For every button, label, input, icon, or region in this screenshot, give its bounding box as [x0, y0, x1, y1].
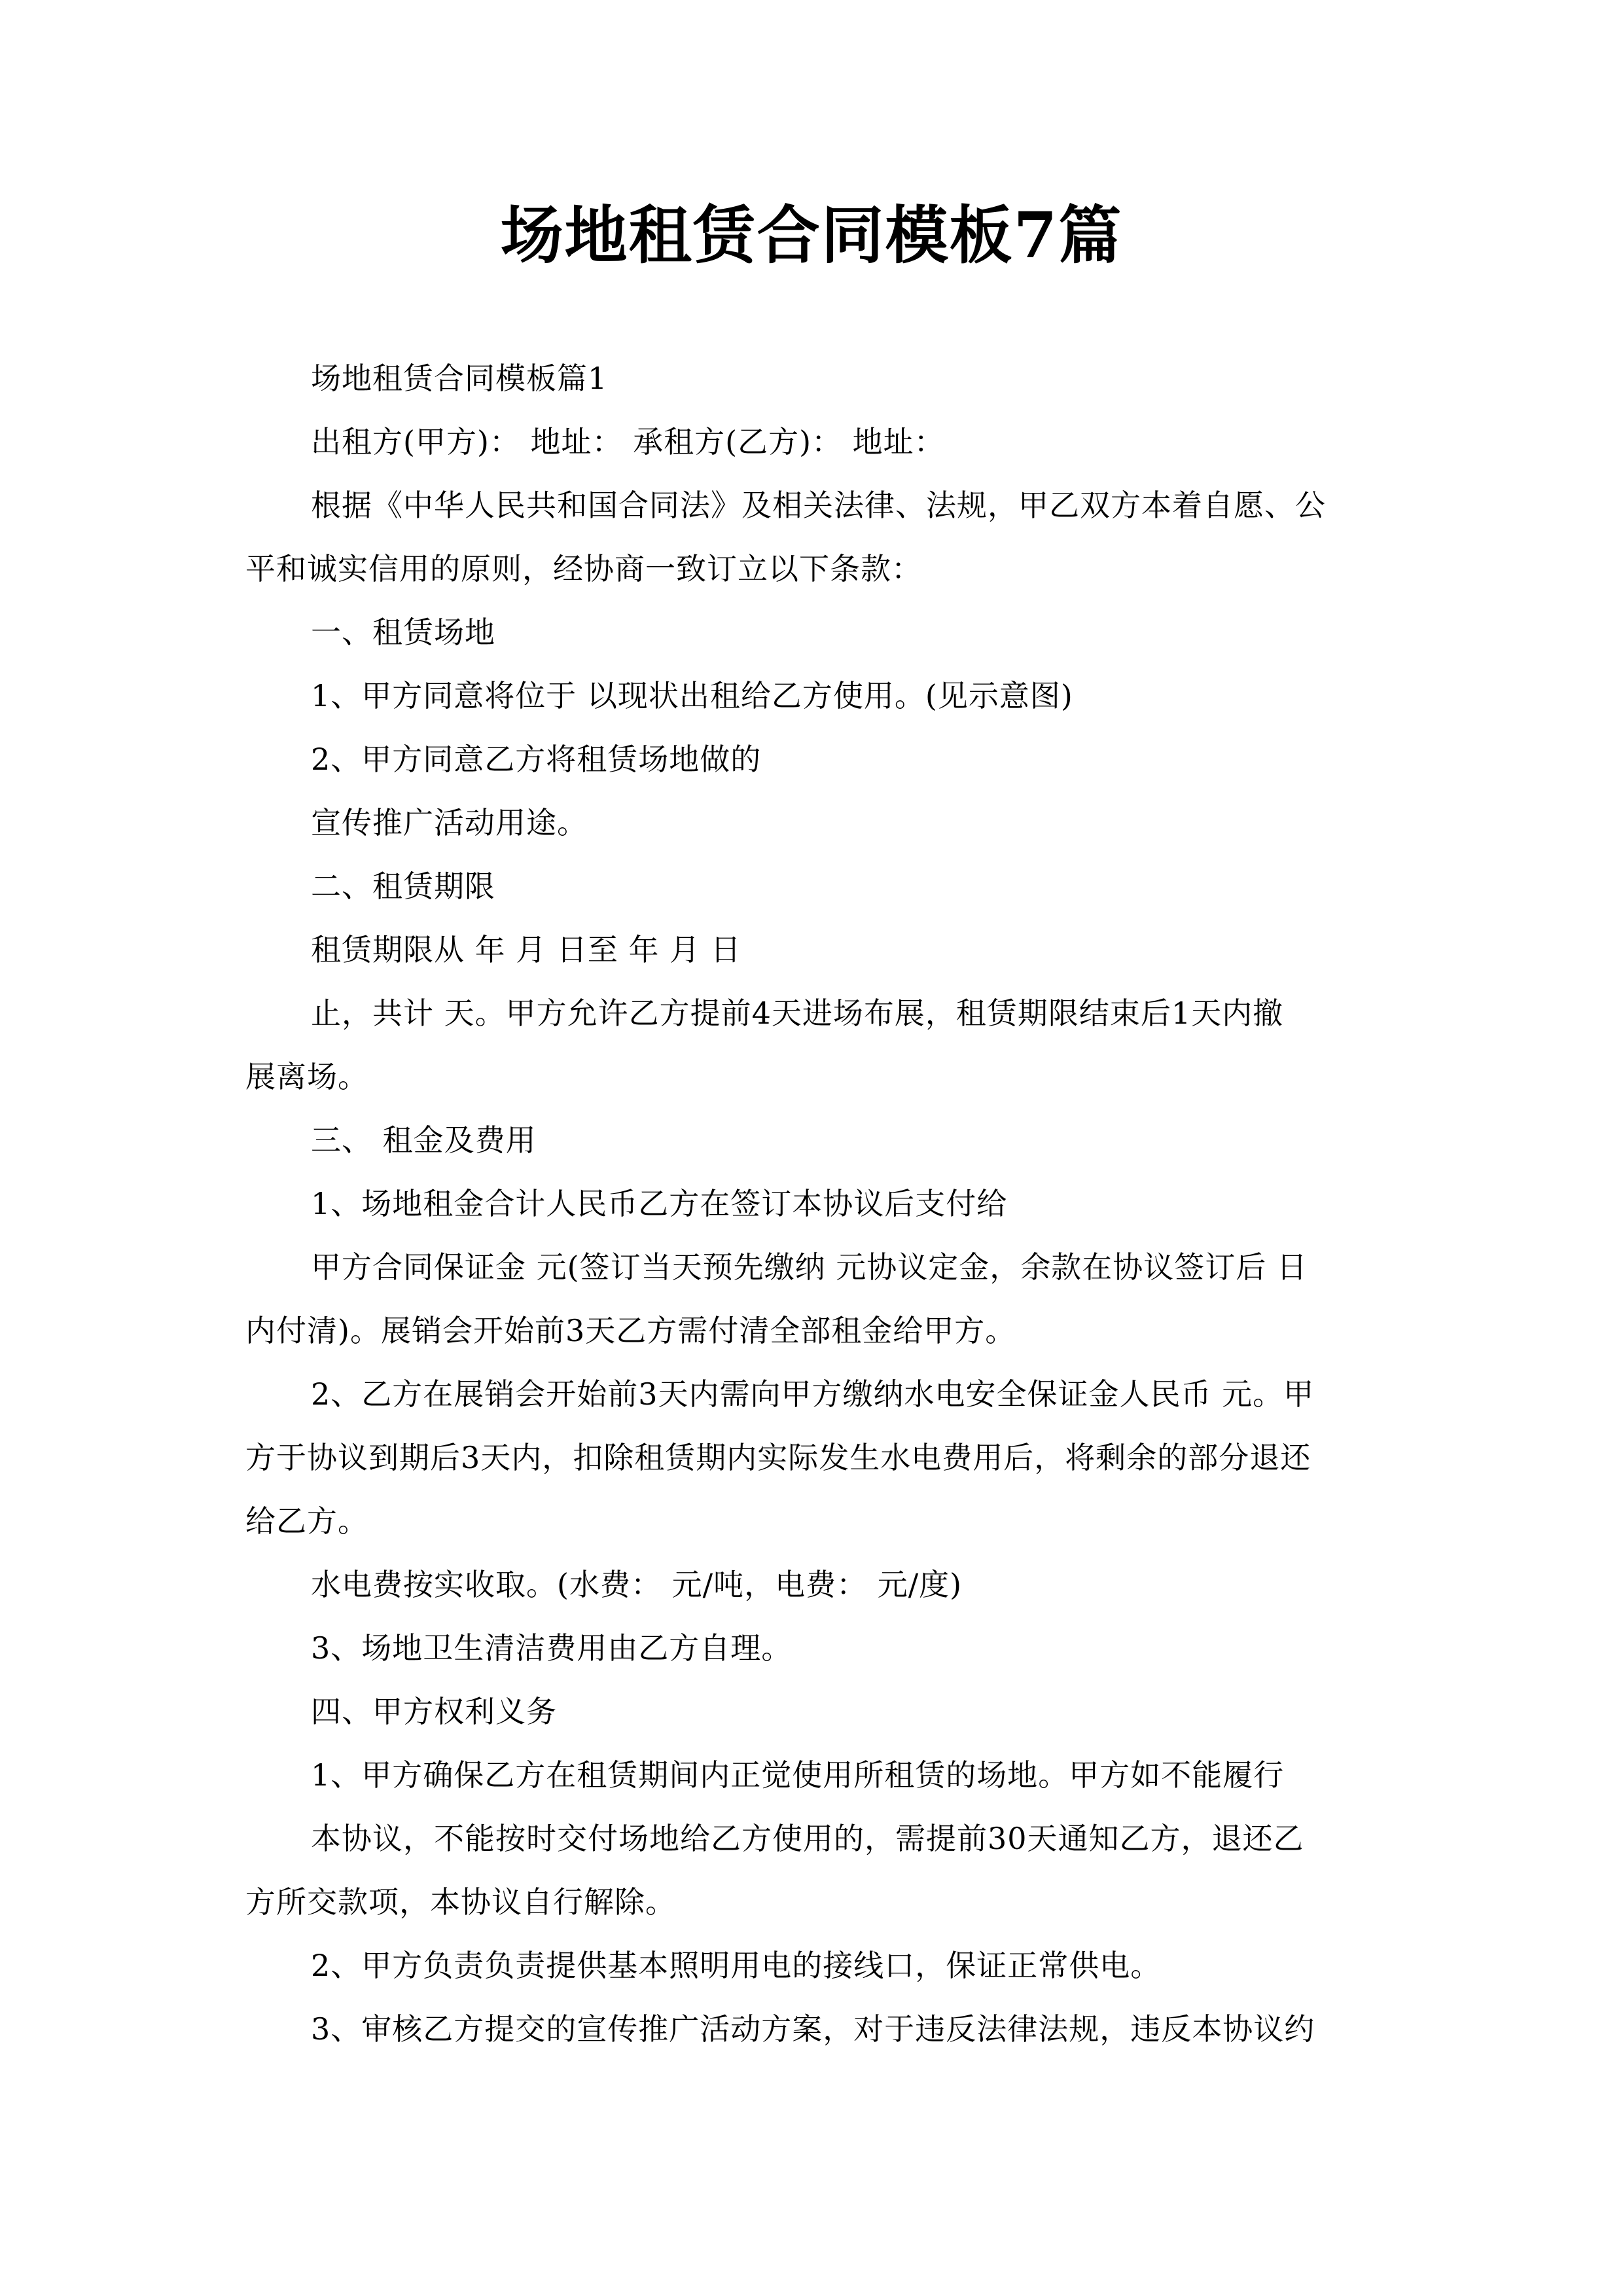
paragraph-line: 方于协议到期后3天内，扣除租赁期内实际发生水电费用后，将剩余的部分退还 — [245, 1440, 1311, 1475]
parties-line: 出租方(甲方)： 地址： 承租方(乙方)： 地址： — [311, 424, 945, 459]
paragraph-line: 3、审核乙方提交的宣传推广活动方案，对于违反法律法规，违反本协议约 — [311, 2011, 1315, 2047]
paragraph-line: 止，共计 天。甲方允许乙方提前4天进场布展，租赁期限结束后1天内撤 — [311, 996, 1284, 1031]
paragraph-line: 水电费按实收取。(水费： 元/吨，电费： 元/度) — [311, 1567, 963, 1602]
paragraph-line: 2、甲方负责负责提供基本照明用电的接线口，保证正常供电。 — [311, 1948, 1162, 1983]
paragraph-line: 根据《中华人民共和国合同法》及相关法律、法规，甲乙双方本着自愿、公 — [311, 488, 1326, 523]
paragraph-line: 租赁期限从 年 月 日至 年 月 日 — [311, 932, 741, 967]
paragraph-line: 3、场地卫生清洁费用由乙方自理。 — [311, 1630, 793, 1666]
paragraph-line: 展离场。 — [245, 1059, 368, 1094]
paragraph-line: 宣传推广活动用途。 — [311, 805, 588, 840]
clause-heading: 四、甲方权利义务 — [311, 1694, 557, 1729]
paragraph-line: 2、乙方在展销会开始前3天内需向甲方缴纳水电安全保证金人民币 元。甲 — [311, 1376, 1315, 1412]
paragraph-line: 本协议，不能按时交付场地给乙方使用的，需提前30天通知乙方，退还乙 — [311, 1821, 1304, 1856]
clause-heading: 三、 租金及费用 — [311, 1122, 537, 1158]
paragraph-line: 1、场地租金合计人民币乙方在签订本协议后支付给 — [311, 1186, 1008, 1221]
paragraph-line: 方所交款项，本协议自行解除。 — [245, 1884, 676, 1920]
paragraph-line: 2、甲方同意乙方将租赁场地做的 — [311, 742, 762, 777]
document-title: 场地租赁合同模板7篇 — [500, 198, 1123, 272]
section-heading: 场地租赁合同模板篇1 — [311, 361, 608, 396]
paragraph-line: 1、甲方确保乙方在租赁期间内正觉使用所租赁的场地。甲方如不能履行 — [311, 1757, 1285, 1793]
paragraph-line: 甲方合同保证金 元(签订当天预先缴纳 元协议定金，余款在协议签订后 日 — [311, 1249, 1308, 1285]
paragraph-line: 内付清)。展销会开始前3天乙方需付清全部租金给甲方。 — [245, 1313, 1016, 1348]
clause-heading: 二、租赁期限 — [311, 869, 495, 904]
clause-heading: 一、租赁场地 — [311, 615, 495, 650]
paragraph-line: 给乙方。 — [245, 1503, 368, 1539]
paragraph-line: 平和诚实信用的原则，经协商一致订立以下条款： — [245, 551, 922, 586]
paragraph-line: 1、甲方同意将位于 以现状出租给乙方使用。(见示意图) — [311, 678, 1073, 713]
